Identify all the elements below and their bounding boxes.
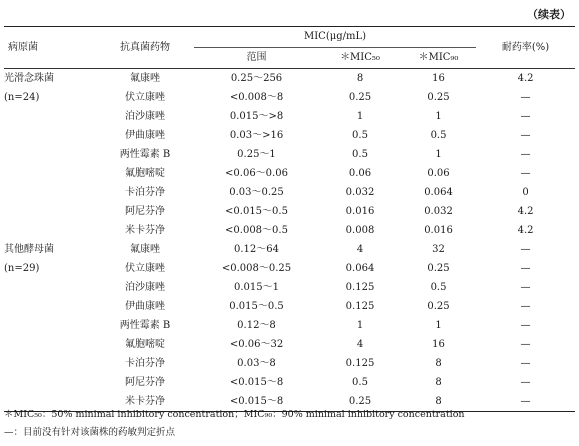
resistance-rate: —: [476, 392, 575, 412]
table-row: [4, 88, 575, 107]
mic90-value: 0.06: [427, 168, 450, 179]
header-drug: 抗真菌药物: [96, 27, 194, 69]
mic-range: <0.06～0.06: [225, 168, 288, 179]
mic50-value: 0.125: [345, 301, 375, 312]
mic90-value: 0.25: [427, 92, 450, 103]
header-pathogen: 病原菌: [4, 27, 96, 69]
mic90-value: 1: [435, 320, 442, 331]
mic50-value: 0.016: [345, 206, 375, 217]
pathogen-cell-empty: [4, 354, 96, 373]
pathogen-cell-empty: [4, 202, 96, 221]
table-row: [4, 354, 575, 373]
table-row: [4, 259, 575, 278]
mic50-value: 0.5: [352, 130, 368, 141]
pathogen-cell-empty: [4, 221, 96, 240]
pathogen-name: 其他酵母菌: [4, 244, 54, 255]
table-row: [4, 221, 575, 240]
mic90-value: 16: [432, 339, 445, 350]
resistance-rate: —: [520, 111, 531, 122]
table-row: [4, 202, 575, 221]
mic-range: 0.03～>16: [229, 130, 284, 141]
mic50-value: 0.5: [352, 149, 368, 160]
table-row: [4, 126, 575, 145]
table-row: [4, 183, 575, 202]
drug-name: 氟胞嘧啶: [125, 168, 165, 179]
table-row: [4, 240, 575, 259]
pathogen-cell-empty: [4, 107, 96, 126]
drug-name: 阿尼芬净: [125, 206, 165, 217]
mic90-value: 0.5: [430, 130, 447, 141]
resistance-rate: —: [520, 92, 531, 103]
mic-range: 0.25～1: [237, 149, 276, 160]
pathogen-name: 光滑念珠菌: [4, 73, 54, 84]
resistance-rate: 4.2: [517, 206, 534, 217]
mic90-value: 8: [435, 358, 442, 369]
pathogen-cell-empty: [4, 145, 96, 164]
mic90-value: 0.016: [424, 225, 453, 236]
mic-range: <0.015～8: [194, 392, 319, 412]
drug-name: 卡泊芬净: [125, 187, 165, 198]
drug-name: 泊沙康唑: [125, 282, 165, 293]
mic50-value: 0.125: [345, 282, 375, 293]
mic-range: 0.25～256: [230, 73, 283, 84]
mic50-value: 0.125: [345, 358, 375, 369]
resistance-rate: —: [520, 244, 531, 255]
header-mic-group: MIC(μg/mL): [194, 27, 476, 48]
drug-name: 卡泊芬净: [125, 358, 165, 369]
footnote-dash-definition: —：目前没有针对该菌株的药敏判定折点: [4, 427, 176, 438]
mic50-value: 0.25: [348, 92, 372, 103]
mic50-value: 0.5: [352, 377, 368, 388]
pathogen-cell-empty: [4, 126, 96, 145]
mic50-value: 4: [356, 339, 364, 350]
drug-name: 泊沙康唑: [125, 111, 165, 122]
drug-name: 伊曲康唑: [125, 301, 165, 312]
drug-name: 氟康唑: [130, 73, 160, 84]
drug-name: 阿尼芬净: [125, 377, 165, 388]
mic-range: 0.12～8: [237, 320, 276, 331]
mic90-value: 8: [435, 377, 442, 388]
mic90-value: 1: [435, 149, 442, 160]
mic-range: <0.06～32: [229, 339, 284, 350]
drug-name: 两性霉素 B: [119, 149, 171, 160]
resistance-rate: 0: [522, 187, 529, 198]
mic-table: [4, 26, 575, 412]
drug-name: 两性霉素 B: [119, 320, 171, 331]
mic-range: <0.008～0.25: [221, 263, 292, 274]
drug-name: 米卡芬净: [125, 225, 165, 236]
drug-name: 氟康唑: [130, 244, 160, 255]
resistance-rate: —: [520, 339, 531, 350]
table-row: [4, 278, 575, 297]
resistance-rate: 4.2: [517, 73, 534, 84]
resistance-rate: 4.2: [517, 225, 534, 236]
mic-range: 0.015～0.5: [229, 301, 284, 312]
mic-range: <0.008～0.5: [225, 225, 288, 236]
mic-range: <0.015～8: [229, 377, 284, 388]
mic90-value: 1: [435, 111, 442, 122]
mic90-value: 0.25: [427, 301, 450, 312]
header-resistance: 耐药率(%): [476, 27, 575, 69]
drug-name: 伏立康唑: [125, 263, 165, 274]
mic90-value: 0.032: [424, 206, 453, 217]
mic-range: 0.015～1: [234, 282, 279, 293]
mic50-value: 4: [356, 244, 364, 255]
mic-range: <0.008～8: [229, 92, 284, 103]
drug-name: 伏立康唑: [125, 92, 165, 103]
table-row: [4, 145, 575, 164]
resistance-rate: —: [520, 377, 531, 388]
header-mic90: ＊MIC₉₀: [401, 48, 476, 69]
resistance-rate: —: [520, 282, 531, 293]
table-row: [4, 69, 575, 89]
mic-range: 0.015～>8: [229, 111, 284, 122]
mic50-value: 0.064: [345, 263, 375, 274]
mic50-value: 0.06: [348, 168, 372, 179]
mic50-value: 1: [356, 111, 364, 122]
mic90-value: 0.5: [430, 282, 447, 293]
header-range: 范围: [194, 48, 319, 69]
continued-label: （续表）: [527, 8, 571, 21]
pathogen-cell-empty: [4, 316, 96, 335]
footnote-mic-definition: ＊MIC₅₀：50% minimal inhibitory concentration；MIC₉₀：90% minimal inhibitory concentration: [4, 409, 465, 420]
mic90-value: 0.25: [427, 263, 450, 274]
pathogen-count: (n=24): [4, 92, 40, 103]
pathogen-cell-empty: [4, 183, 96, 202]
drug-name: 伊曲康唑: [125, 130, 165, 141]
resistance-rate: —: [520, 301, 531, 312]
pathogen-cell-empty: [4, 373, 96, 392]
resistance-rate: —: [520, 130, 531, 141]
table-row: [4, 373, 575, 392]
drug-name: 米卡芬净: [96, 392, 194, 412]
pathogen-count: (n=29): [4, 263, 40, 274]
mic50-value: 0.25: [319, 392, 401, 412]
pathogen-cell-empty: [4, 164, 96, 183]
pathogen-cell-empty: [4, 297, 96, 316]
mic50-value: 0.008: [345, 225, 375, 236]
mic-range: <0.015～0.5: [225, 206, 288, 217]
mic50-value: 1: [356, 320, 364, 331]
mic-range: 0.12～64: [234, 244, 279, 255]
mic50-value: 0.032: [345, 187, 375, 198]
resistance-rate: —: [520, 320, 531, 331]
table-row: [4, 316, 575, 335]
mic90-value: 16: [432, 73, 445, 84]
header-mic50: ＊MIC₅₀: [319, 48, 401, 69]
table-row: [4, 335, 575, 354]
table-row: [4, 164, 575, 183]
table-row: [4, 297, 575, 316]
resistance-rate: —: [520, 358, 531, 369]
resistance-rate: —: [520, 149, 531, 160]
mic-range: 0.03～8: [237, 358, 276, 369]
resistance-rate: —: [520, 168, 531, 179]
mic90-value: 8: [401, 392, 476, 412]
mic-range: 0.03～0.25: [229, 187, 284, 198]
mic90-value: 0.064: [424, 187, 453, 198]
mic90-value: 32: [432, 244, 445, 255]
table-body: [4, 69, 575, 412]
drug-name: 氟胞嘧啶: [125, 339, 165, 350]
mic50-value: 8: [356, 73, 364, 84]
resistance-rate: —: [520, 263, 531, 274]
pathogen-cell-empty: [4, 278, 96, 297]
pathogen-cell-empty: [4, 335, 96, 354]
table-row: [4, 107, 575, 126]
